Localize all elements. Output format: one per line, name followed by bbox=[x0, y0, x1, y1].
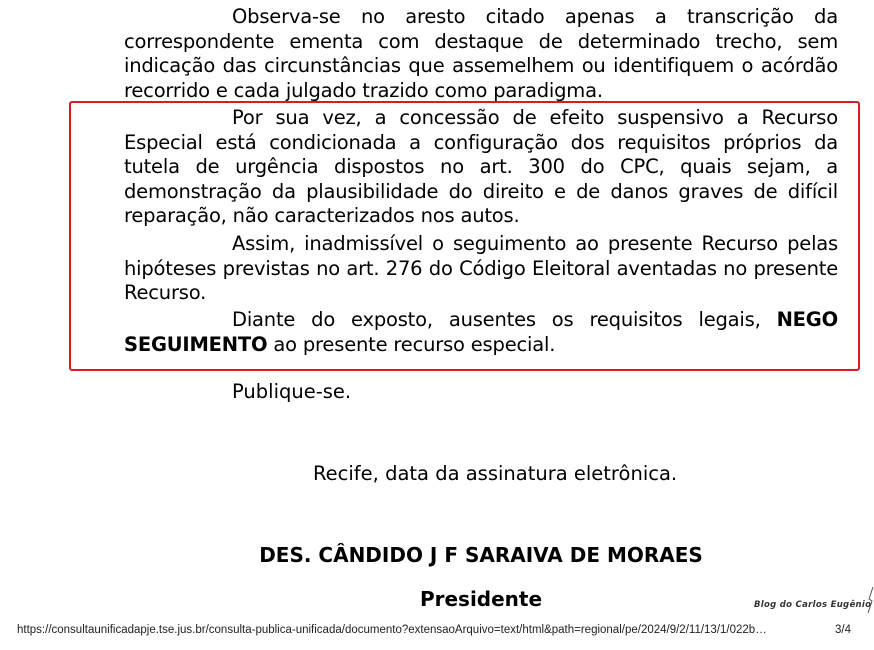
edge-mark-icon bbox=[866, 585, 874, 615]
paragraph-decision bbox=[124, 308, 838, 357]
signatory-role: Presidente bbox=[419, 587, 543, 611]
decision-prefix: Diante do exposto, ausentes os requisitos legais, bbox=[232, 308, 777, 331]
decision-bold: NEGO SEGUIMENTO bbox=[124, 308, 838, 356]
blog-watermark: Blog do Carlos Eugênio bbox=[754, 600, 872, 610]
paragraph-observation: Observa-se no aresto citado apenas a transcrição da correspondente ementa com destaque de determinado trecho, sem indicação das circunstâncias que assemelhem ou identifiquem o acórdão recorrido e cada julgado trazido como paradigma. bbox=[124, 5, 838, 102]
footer-page-number: 3/4 bbox=[835, 624, 851, 636]
publish-text: Publique-se. bbox=[232, 380, 352, 403]
paragraph-suspensive-effect: Por sua vez, a concessão de efeito suspensivo a Recurso Especial está condicionada a configuração dos requisitos próprios da tutela de urgência dispostos no art. 300 do CPC, quais sejam, a demonstração da plausibilidade do direito e de danos graves de difícil reparação, não caracterizados nos autos. bbox=[124, 106, 838, 227]
signatory-name: DES. CÂNDIDO J F SARAIVA DE MORAES bbox=[259, 543, 703, 567]
paragraph-inadmissible: Assim, inadmissível o seguimento ao presente Recurso pelas hipóteses previstas no art. 276 do Código Eleitoral aventadas no presente Recurso. bbox=[124, 232, 838, 304]
footer-url: https://consultaunificadapje.tse.jus.br/consulta-publica-unificada/documento?extensaoArquivo=text/html&path=regional/pe/2024/9/2/11/13/1/022b… bbox=[17, 624, 767, 636]
decision-suffix: ao presente recurso especial. bbox=[267, 332, 556, 356]
place-date: Recife, data da assinatura eletrônica. bbox=[313, 462, 678, 485]
